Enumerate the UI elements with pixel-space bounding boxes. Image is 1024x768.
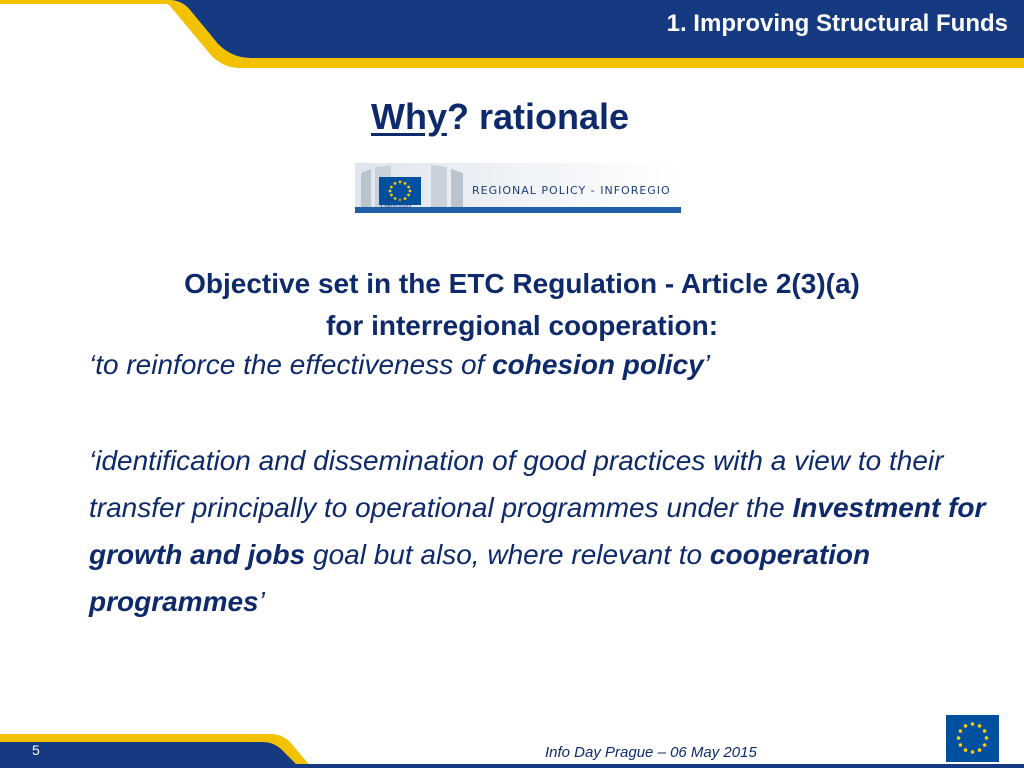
quote-good-practices — [89, 437, 989, 625]
quote2-bold1: Investment for growth and jobs — [89, 492, 986, 570]
objective-heading — [40, 263, 1004, 347]
quote1-open: ‘to reinforce the effectiveness of — [89, 349, 493, 380]
section-title: 1. Improving Structural Funds — [666, 10, 1008, 37]
quote1-close: ’ — [703, 349, 710, 380]
logo-text: REGIONAL POLICY - INFOREGIO — [472, 184, 671, 197]
objective-line2: for interregional cooperation: — [325, 310, 719, 341]
objective-line1: Objective set in the ETC Regulation - Article 2(3)(a) — [184, 268, 860, 299]
quote1-bold: cohesion policy — [492, 349, 704, 380]
footer-event: Info Day Prague – 06 May 2015 — [545, 744, 757, 761]
logo-org-line1: European — [381, 198, 405, 204]
quote2-part1: ‘identification and dissemination of good practices with a view to their transfer principally to operational programmes under the — [89, 445, 944, 523]
slide-title-underlined: Why — [370, 96, 447, 137]
logo-org-name — [381, 198, 412, 210]
quote-cohesion-policy — [89, 349, 710, 381]
page-number: 5 — [32, 742, 40, 758]
slide-title — [0, 96, 1000, 138]
quote2-bold2: cooperation programmes — [89, 539, 871, 617]
eu-flag-icon — [946, 715, 999, 762]
quote2-close: ’ — [258, 586, 265, 617]
slide-title-rest: ? rationale — [446, 96, 630, 137]
logo-org-line2: Commission — [381, 204, 412, 210]
footer-band — [0, 734, 1024, 768]
quote2-part2: goal but also, where relevant to — [305, 539, 710, 570]
